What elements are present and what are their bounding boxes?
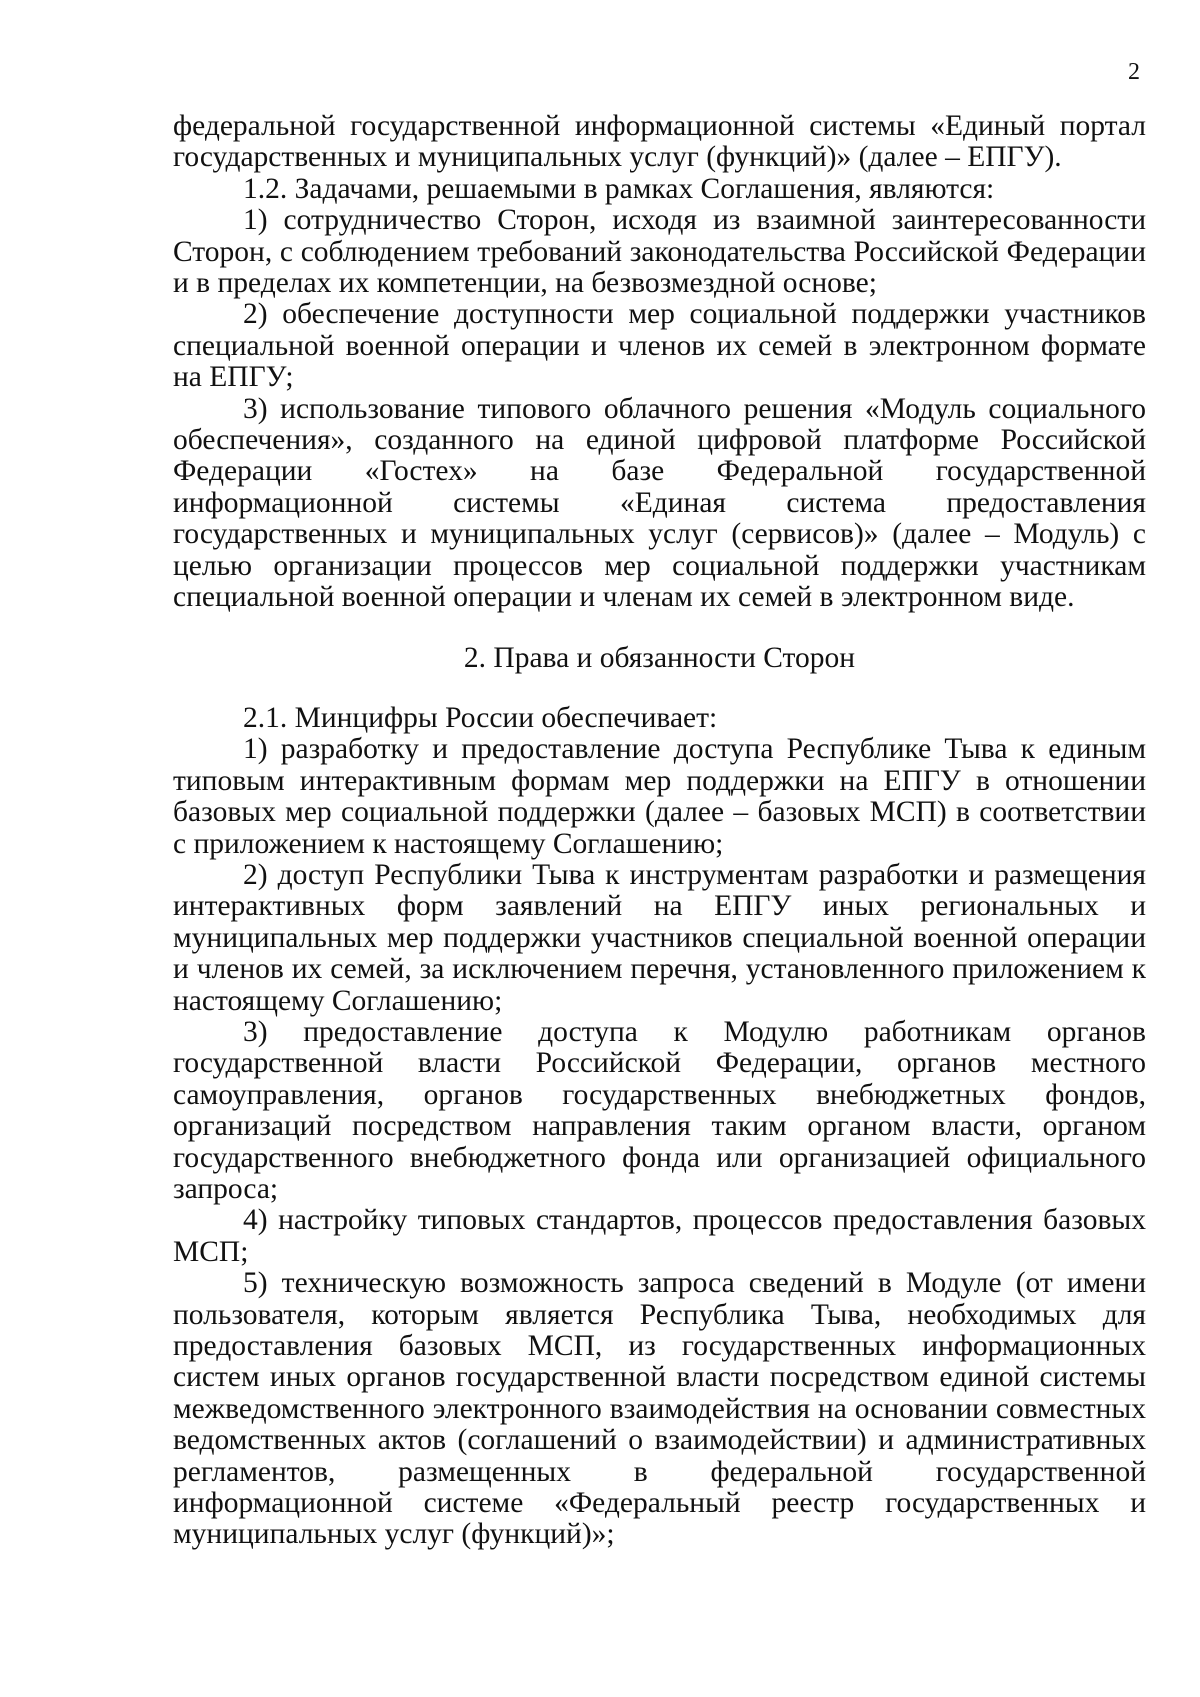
paragraph-1-2-item-3: 3) использование типового облачного решения «Модуль социального обеспечения», созданного на единой цифровой платформе Российской Федерации «Гостех» на базе Федеральной государственной информационной системы «Единая система предоставления государственных и муниципальных услуг (сервисов)» (далее – Модуль) с целью организации процессов мер социальной поддержки участникам специальной военной операции и членам их семей в электронном виде. [173,392,1146,614]
paragraph-2-1: 2.1. Минцифры России обеспечивает: [243,701,718,734]
paragraph-1-2-item-2: 2) обеспечение доступности мер социальной поддержки участников специальной военной операции и членов их семей в электронном формате на ЕПГУ; [173,298,1146,394]
paragraph-2-1-item-1: 1) разработку и предоставление доступа Республике Тыва к единым типовым интерактивным формам мер поддержки на ЕПГУ в отношении базовых мер социальной поддержки (далее – базовых МСП) в соответствии с приложением к настоящему Соглашению; [173,733,1146,860]
document-body [173,111,1146,1551]
paragraph-2-1-item-5: 5) техническую возможность запроса сведений в Модуле (от имени пользователя, которым является Республика Тыва, необходимых для предоставления базовых МСП, из государственных информационных систем иных органов государственной власти посредством единой системы межведомственного электронного взаимодействия на основании совместных ведомственных актов (соглашений о взаимодействии) и административных регламентов, размещенных в федеральной государственной информационной системе «Федеральный реестр государственных и муниципальных услуг (функций)»; [173,1267,1146,1551]
paragraph-2-1-item-4: 4) настройку типовых стандартов, процессов предоставления базовых МСП; [173,1204,1146,1268]
paragraph-1-2: 1.2. Задачами, решаемыми в рамках Соглашения, являются: [243,172,995,205]
section-heading: 2. Права и обязанности Сторон [463,641,856,674]
paragraph-intro-continuation: федеральной государственной информационной системы «Единый портал государственных и муниципальных услуг (функций)» (далее – ЕПГУ). [173,110,1146,174]
paragraph-2-1-item-2: 2) доступ Республики Тыва к инструментам разработки и размещения интерактивных форм заявлений на ЕПГУ иных региональных и муниципальных мер поддержки участников специальной военной операции и членов их семей, за исключением перечня, установленного приложением к настоящему Соглашению; [173,858,1146,1017]
paragraph-1-2-item-1: 1) сотрудничество Сторон, исходя из взаимной заинтересованности Сторон, с соблюдением требований законодательства Российской Федерации и в пределах их компетенции, на безвозмездной основе; [173,204,1146,300]
paragraph-2-1-item-3: 3) предоставление доступа к Модулю работникам органов государственной власти Российской Федерации, органов местного самоуправления, органов государственных внебюджетных фондов, организаций посредством направления таким органом власти, органом государственного внебюджетного фонда или организацией официального запроса; [173,1015,1146,1205]
page-number: 2 [1128,59,1140,85]
